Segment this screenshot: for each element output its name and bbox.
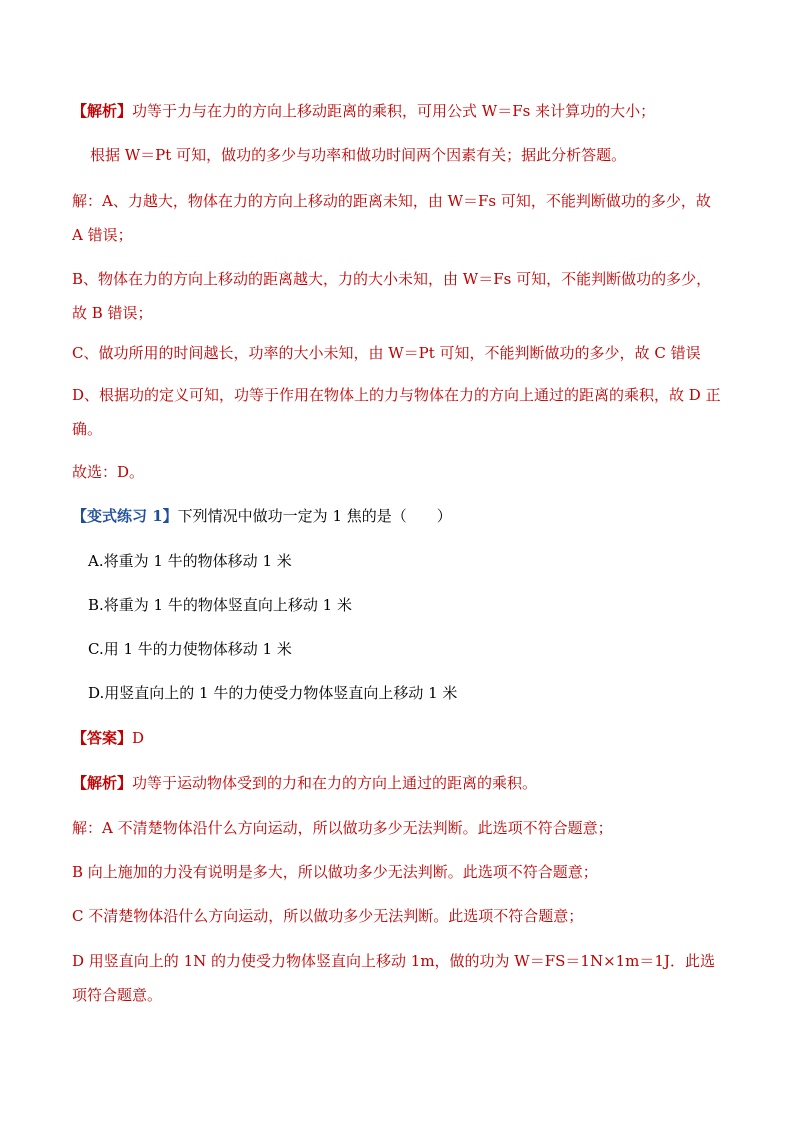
analysis-1-line-2: 根据 W＝Pt 可知，做功的多少与功率和做功时间两个因素有关；据此分析答题。 <box>90 146 627 164</box>
answer <box>72 721 724 755</box>
analysis-1 <box>72 94 724 128</box>
solution-1-d: D、根据功的定义可知，功等于作用在物体上的力与物体在力的方向上通过的距离的乘积，故 D 正确。 <box>72 386 721 438</box>
answer-tag: 【答案】 <box>72 729 133 747</box>
analysis-2 <box>72 766 724 800</box>
solution-1-a: 解：A、力越大，物体在力的方向上移动的距离未知，由 W＝Fs 可知，不能判断做功的多少，故 A 错误； <box>72 192 711 244</box>
exercise-text: 下列情况中做功一定为 1 焦的是（ ） <box>177 507 452 525</box>
solution-1-choice: 故选：D。 <box>72 463 145 481</box>
option-d: D.用竖直向上的 1 牛的力使受力物体竖直向上移动 1 米 <box>88 684 458 702</box>
option-c: C.用 1 牛的力使物体移动 1 米 <box>88 640 292 658</box>
analysis-tag: 【解析】 <box>72 102 133 120</box>
analysis-tag: 【解析】 <box>72 774 133 792</box>
analysis-text: 功等于运动物体受到的力和在力的方向上通过的距离的乘积。 <box>132 774 538 792</box>
exercise-tag: 【变式练习 1】 <box>72 507 178 525</box>
solution-2-c: C 不清楚物体沿什么方向运动，所以做功多少无法判断。此选项不符合题意； <box>72 907 584 925</box>
solution-2-d: D 用竖直向上的 1N 的力使受力物体竖直向上移动 1m，做的功为 W＝FS＝1N×1m＝1J．此选项符合题意。 <box>72 952 715 1004</box>
option-a: A.将重为 1 牛的物体移动 1 米 <box>88 552 292 570</box>
option-b: B.将重为 1 牛的物体竖直向上移动 1 米 <box>88 596 352 614</box>
analysis-text: 功等于力与在力的方向上移动距离的乘积，可用公式 W＝Fs 来计算功的大小； <box>132 102 656 120</box>
solution-2-b: B 向上施加的力没有说明是多大，所以做功多少无法判断。此选项不符合题意； <box>72 863 598 881</box>
answer-value: D <box>132 729 145 747</box>
solution-1-c: C、做功所用的时间越长，功率的大小未知，由 W＝Pt 可知，不能判断做功的多少，故 C 错误 <box>72 344 701 362</box>
exercise-question <box>72 499 724 533</box>
solution-1-b: B、物体在力的方向上移动的距离越大，力的大小未知，由 W＝Fs 可知，不能判断做功的多少，故 B 错误； <box>72 270 712 322</box>
solution-2-a: 解：A 不清楚物体沿什么方向运动，所以做功多少无法判断。此选项不符合题意； <box>72 819 613 837</box>
